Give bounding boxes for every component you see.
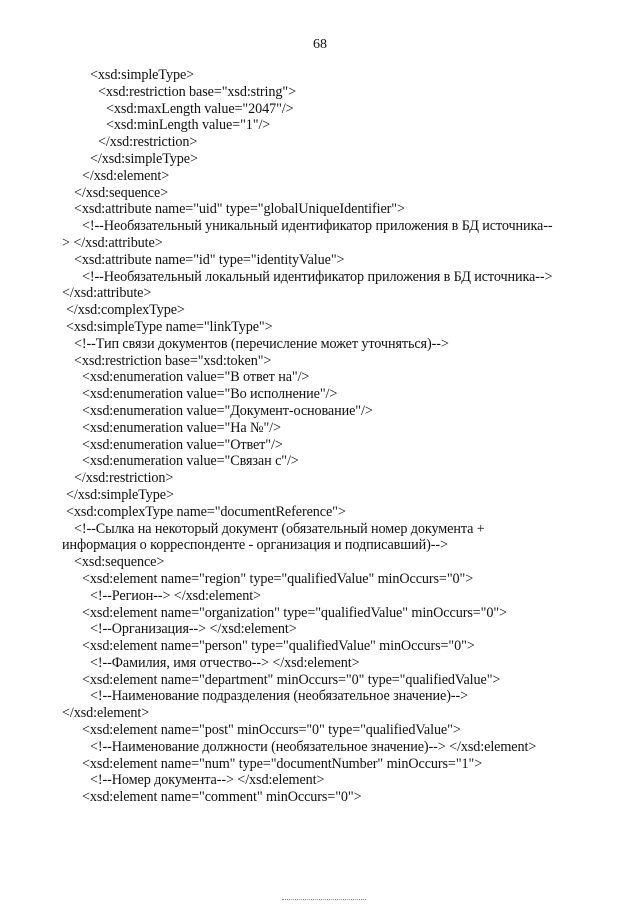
code-line: </xsd:simpleType> xyxy=(66,486,174,503)
code-line: <!--Наименование должности (необязательное значение)--> </xsd:element> xyxy=(90,738,537,755)
code-line: <xsd:restriction base="xsd:string"> xyxy=(98,83,296,100)
code-line: <xsd:complexType name="documentReference"> xyxy=(66,503,346,520)
code-line: </xsd:restriction> xyxy=(98,134,198,151)
xsd-code-listing xyxy=(0,67,640,806)
code-line: <xsd:element name="organization" type="qualifiedValue" minOccurs="0"> xyxy=(82,604,507,621)
code-line: </xsd:simpleType> xyxy=(90,150,198,167)
code-line: <!--Номер документа--> </xsd:element> xyxy=(90,772,325,789)
code-line: <!--Организация--> </xsd:element> xyxy=(90,621,297,638)
code-line: </xsd:restriction> xyxy=(74,470,174,487)
code-line: <xsd:element name="post" minOccurs="0" type="qualifiedValue"> xyxy=(82,722,461,739)
code-line: информация о корреспонденте - организация и подписавший)--> xyxy=(62,537,448,554)
page-number: 68 xyxy=(313,37,327,52)
code-line: <xsd:simpleType name="linkType"> xyxy=(66,318,273,335)
code-line: <!--Наименование подразделения (необязательное значение)--> xyxy=(90,688,468,705)
code-line: <xsd:enumeration value="На №"/> xyxy=(82,419,281,436)
code-line: <!--Тип связи документов (перечисление может уточняться)--> xyxy=(74,335,449,352)
code-line: <!--Сылка на некоторый документ (обязательный номер документа + xyxy=(74,520,485,537)
code-line: <xsd:minLength value="1"/> xyxy=(106,117,271,134)
code-line: <xsd:simpleType> xyxy=(90,67,195,83)
code-line: <xsd:enumeration value="Документ-основание"/> xyxy=(82,402,373,419)
code-line: <!--Регион--> </xsd:element> xyxy=(90,587,261,604)
code-line: <xsd:element name="department" minOccurs="0" type="qualifiedValue"> xyxy=(82,671,501,688)
code-line: <xsd:restriction base="xsd:token"> xyxy=(74,352,272,369)
code-line: <xsd:sequence> xyxy=(74,554,165,571)
code-line: > </xsd:attribute> xyxy=(62,234,163,251)
code-line: </xsd:attribute> xyxy=(62,285,152,302)
code-line: </xsd:sequence> xyxy=(74,184,169,201)
code-line: </xsd:complexType> xyxy=(66,302,185,319)
code-line: <xsd:enumeration value="В ответ на"/> xyxy=(82,369,310,386)
code-line: <xsd:maxLength value="2047"/> xyxy=(106,100,294,117)
code-line: </xsd:element> xyxy=(62,705,150,722)
code-line: <xsd:enumeration value="Ответ"/> xyxy=(82,436,283,453)
code-line: <xsd:element name="person" type="qualifiedValue" minOccurs="0"> xyxy=(82,638,475,655)
code-line: <xsd:element name="num" type="documentNumber" minOccurs="1"> xyxy=(82,755,483,772)
code-line: <xsd:element name="comment" minOccurs="0"> xyxy=(82,789,362,806)
code-line: <!--Необязательный локальный идентификатор приложения в БД источника--> xyxy=(82,268,553,285)
code-line: <xsd:enumeration value="Во исполнение"/> xyxy=(82,386,338,403)
code-line: <xsd:attribute name="id" type="identityValue"> xyxy=(74,251,345,268)
page-bottom-rule xyxy=(282,899,366,900)
code-line: <!--Необязательный уникальный идентификатор приложения в БД источника-- xyxy=(82,218,553,235)
code-line: <!--Фамилия, имя отчество--> </xsd:element> xyxy=(90,654,360,671)
code-line: </xsd:element> xyxy=(82,167,170,184)
code-line: <xsd:element name="region" type="qualifiedValue" minOccurs="0"> xyxy=(82,570,474,587)
code-line: <xsd:attribute name="uid" type="globalUniqueIdentifier"> xyxy=(74,201,405,218)
code-line: <xsd:enumeration value="Связан с"/> xyxy=(82,453,299,470)
